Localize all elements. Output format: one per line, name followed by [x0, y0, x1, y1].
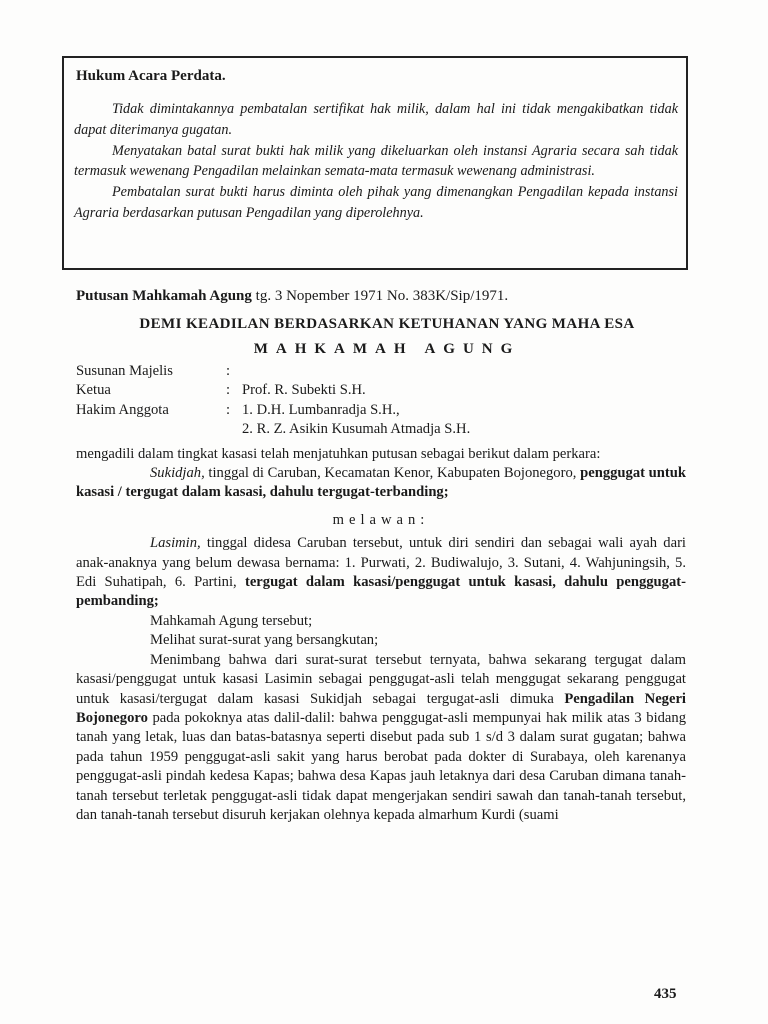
party-1-name: Sukidjah,: [150, 465, 205, 482]
panel-row-hakim: [76, 401, 686, 420]
line-mahkamah: Mahkamah Agung tersebut;: [150, 612, 313, 629]
party-1-description: tinggal di Caruban, Kecamatan Kenor, Kabupaten Bojonegoro,: [208, 465, 577, 482]
heading-mahkamah-agung: MAHKAMAH AGUNG: [253, 341, 521, 357]
party-1-paragraph: [76, 464, 686, 503]
party-2-role: tergugat dalam kasasi/penggugat untuk kasasi, dahulu penggugat-pembanding;: [76, 574, 686, 610]
panel-colon: :: [226, 363, 231, 379]
headnote-title: Hukum Acara Perdata.: [76, 68, 226, 84]
headnote-paragraph: Tidak dimintakannya pembatalan sertifikat hak milik, dalam hal ini tidak mengakibatkan tidak dapat diterimanya gugatan.: [74, 101, 678, 138]
panel-row-susunan: [76, 362, 686, 381]
headnote-box: [62, 56, 688, 270]
panel-label: Ketua: [76, 382, 111, 399]
considerations-paragraph: [76, 651, 686, 826]
party-2-description: tinggal didesa Caruban tersebut, untuk diri sendiri dan sebagai wali ayah dari anak-anaknya yang belum dewasa bernama: 1. Purwati, 2. Budiwalujo, 3. Sutani, 4. Wahjuningsih, 5. Edi Suhatipah, 6. Partini,: [76, 535, 686, 591]
panel-value: 1. D.H. Lumbanradja S.H.,: [242, 401, 400, 418]
panel-value: 2. R. Z. Asikin Kusumah Atmadja S.H.: [242, 421, 471, 438]
headnote-paragraph: Pembatalan surat bukti harus diminta oleh pihak yang dimenangkan Pengadilan kepada instansi Agraria berdasarkan putusan Pengadilan yang diperolehnya.: [74, 184, 678, 221]
ruling-label: Putusan Mahkamah Agung: [76, 288, 252, 304]
panel-value: Prof. R. Subekti S.H.: [242, 382, 366, 399]
document-body: [76, 362, 686, 825]
party-2-paragraph: [76, 534, 686, 612]
intro-paragraph: mengadili dalam tingkat kasasi telah menjatuhkan putusan sebagai berikut dalam perkara:: [76, 445, 601, 462]
panel-label: Susunan Majelis: [76, 363, 173, 379]
panel-label: Hakim Anggota: [76, 401, 169, 418]
headnote-paragraph: Menyatakan batal surat bukti hak milik yang dikeluarkan oleh instansi Agraria secara sah tidak termasuk wewenang Pengadilan melainkan semata-mata termasuk wewenang administrasi.: [74, 142, 678, 180]
court-name: Pengadilan Negeri Bojonegoro: [76, 690, 686, 726]
line-melihat: Melihat surat-surat yang bersangkutan;: [150, 632, 379, 649]
consideration-part-1: Menimbang bahwa dari surat-surat tersebut ternyata, bahwa sekarang tergugat dalam kasasi/penggugat untuk kasasi Lasimin sebagai penggugat-asli telah menggugat sekarang penggugat untuk kasasi/tergugat dalam kasasi Sukidjah sebagai tergugat-asli dimuka: [76, 651, 686, 707]
ruling-reference: [76, 288, 696, 305]
party-1-role: penggugat untuk kasasi / tergugat dalam kasasi, dahulu tergugat-terbanding;: [76, 465, 686, 501]
panel-colon: :: [226, 382, 231, 399]
panel-colon: :: [226, 401, 231, 418]
heading-demi-keadilan: DEMI KEADILAN BERDASARKAN KETUHANAN YANG MAHA ESA: [139, 316, 635, 332]
versus-line: melawan:: [332, 511, 430, 528]
consideration-part-2: pada pokoknya atas dalil-dalil: bahwa penggugat-asli mempunyai hak milik atas 3 bidang tanah yang letak, luas dan batas-batasnya seperti disebut pada sub 1 s/d 3 dalam surat gugatan; bahwa pada tahun 1959 penggugat-asli sakit yang harus berobat pada dokter di Surabaya, oleh karenanya penggugat-asli pindah kedesa Kapas; bahwa desa Kapas jauh letaknya dari desa Caruban dimana tanah-tanah tersebut terletak penggugat-asli tidak dapat mengerjakan sendiri sawah dan tanah-tanah tersebut, dan tanah-tanah tersebut disuruh kerjakan olehnya kepada almarhum Kurdi (suami: [76, 709, 686, 823]
ruling-details: tg. 3 Nopember 1971 No. 383K/Sip/1971.: [255, 288, 509, 304]
page-number: 435: [654, 986, 677, 1002]
party-2-name: Lasimin,: [150, 535, 201, 552]
panel-row-ketua: [76, 381, 686, 400]
